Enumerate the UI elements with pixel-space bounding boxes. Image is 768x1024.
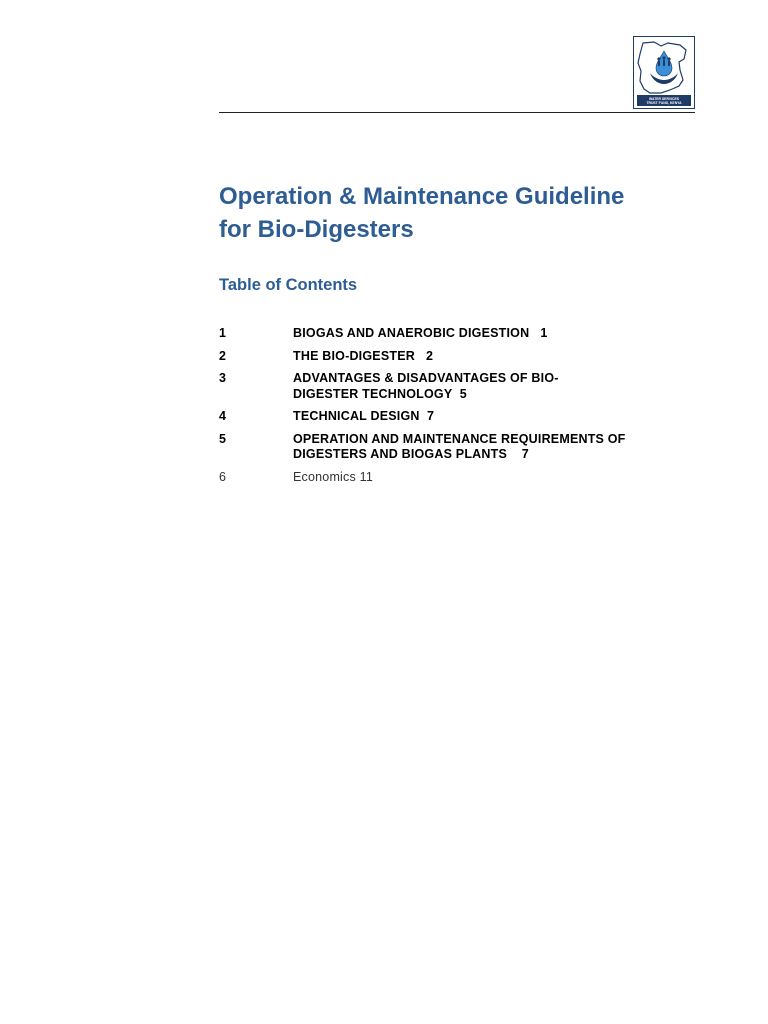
logo-text-line2: TRUST FUND, KENYA <box>646 101 682 106</box>
toc-item-page: 11 <box>359 469 374 484</box>
toc-item[interactable] <box>219 409 659 425</box>
logo-text-line1: WATER SERVICES <box>648 96 680 101</box>
toc-item-title: THE BIO-DIGESTER <box>293 348 415 363</box>
header-rule <box>219 112 695 113</box>
toc-item-title: OPERATION AND MAINTENANCE REQUIREMENTS OF DIGESTERS AND BIOGAS PLANTS <box>293 431 626 461</box>
toc-item-number: 3 <box>219 371 227 385</box>
toc-item-title: BIOGAS AND ANAEROBIC DIGESTION <box>293 326 530 340</box>
toc-item-number: 2 <box>219 348 227 363</box>
toc-item-number: 6 <box>219 469 227 484</box>
toc-item[interactable] <box>219 349 659 365</box>
toc-item[interactable] <box>219 470 659 486</box>
toc-item-number: 4 <box>219 409 227 423</box>
table-of-contents <box>219 326 659 492</box>
organization-logo <box>633 36 695 109</box>
toc-item[interactable] <box>219 326 659 342</box>
toc-item-page: 1 <box>540 326 548 340</box>
toc-item-page: 7 <box>521 447 529 461</box>
toc-heading: Table of Contents <box>219 276 358 294</box>
toc-item-title: Economics <box>293 469 356 484</box>
document-title <box>219 180 689 246</box>
document-title-line2: for Bio-Digesters <box>219 216 414 243</box>
toc-item-title: ADVANTAGES & DISADVANTAGES OF BIO-DIGESTER TECHNOLOGY <box>293 371 559 401</box>
toc-item-page: 7 <box>426 409 435 423</box>
toc-item-page: 5 <box>459 386 467 401</box>
document-title-line1: Operation & Maintenance Guideline <box>219 183 625 210</box>
toc-item-page: 2 <box>426 348 434 363</box>
toc-item-number: 1 <box>219 326 227 340</box>
toc-item[interactable] <box>219 432 659 463</box>
toc-item[interactable] <box>219 371 659 402</box>
toc-item-title: TECHNICAL DESIGN <box>293 409 420 423</box>
kenya-map-icon <box>634 37 694 108</box>
toc-item-number: 5 <box>219 431 227 446</box>
